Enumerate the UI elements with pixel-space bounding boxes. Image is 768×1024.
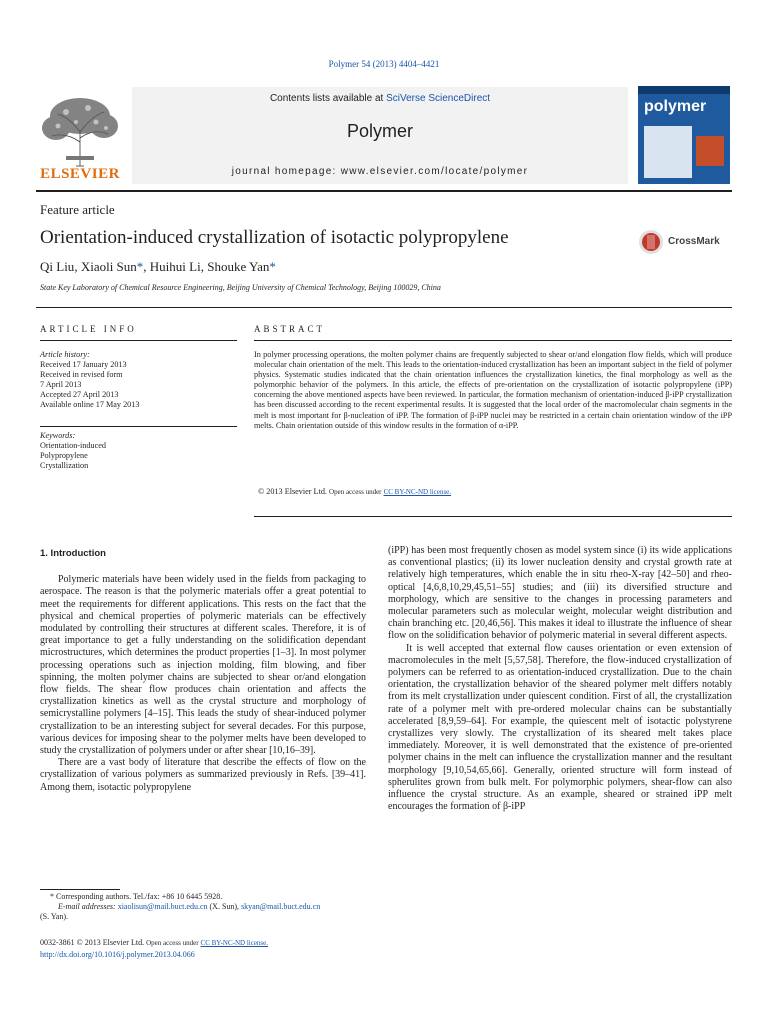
body-column-left (40, 548, 366, 794)
crossmark-icon (638, 229, 664, 255)
keyword: Orientation-induced (40, 441, 106, 450)
title-divider (36, 307, 732, 308)
email-label: E-mail addresses: (58, 902, 116, 911)
keyword: Polypropylene (40, 451, 88, 460)
keywords-divider (40, 426, 237, 427)
journal-name: Polymer (346, 121, 413, 141)
license-link[interactable]: CC BY-NC-ND license. (200, 939, 269, 947)
abstract-copyright (258, 487, 451, 496)
paragraph: Polymeric materials have been widely used in the fields from packaging to aerospace. The reason is that the polymeric materials offer a great potential to meet the requirements for different applications. This rests on the fact that the physical and chemical properties of polymeric materials can be effectively modulated by controlling their structures at different scales. Therefore, it is of great importance to get a fully understanding on the solidification dependant microstructures, which determines the product properties [1–3]. In most polymer processing operations such as injection molding, film blowing, and fiber spinning, the molten polymer chains are subjected to shear or/and elongation flow fields. The shear flow produces chain orientation and affects the crystallization kinetics as well as the crystal structure and morphology of semicrystalline polymers [4–15]. This leads the study of shear-induced polymer crystallization to be an interesting subject for several decades. For this purpose, various devices for imposing shear to the polymer melts have been developed to study the crystallization of polymers under or after shear [10,16–39]. (40, 574, 366, 757)
email-owner: (S. Yan). (40, 912, 69, 921)
footnote (40, 892, 370, 922)
info-divider (40, 340, 237, 341)
sciencedirect-link[interactable]: SciVerse ScienceDirect (386, 93, 491, 104)
email-link[interactable]: skyan@mail.buct.edu.cn (241, 902, 321, 911)
history-item: Available online 17 May 2013 (40, 399, 140, 409)
copyright-text: © 2013 Elsevier Ltd. (258, 487, 327, 496)
keywords (40, 431, 236, 471)
cover-image-icon (696, 136, 724, 166)
author-name[interactable]: Xiaoli Sun (80, 259, 137, 274)
paragraph: It is well accepted that external flow causes orientation or even extension of macromolecules in the melt [5,57,58]. Therefore, the flow-induced crystallization of polymers can be referred to as orientation-induced crystallization. Due to the chain orientation, the crystallization behavior of the sheared polymer melt differs notably from its melt crystallization under quiescent condition. First of all, the crystallization rate of a polymer melt with pre-ordered molecular chains can be substantially accelerated [8,9,59–64]. For example, the quiescent melt of isotactic polystyrene crystallizes very slowly. The crystallization of its sheared melt takes place immediately. Moreover, it is well demonstrated that the existence of pre-oriented polymer chains in the melt can influence the crystallization manner and the resultant morphology [9,10,54,65,66]. Generally, oriented structure will form instead of spherulites grown from bulk melt. For polymorphic polymers, shear-flow can also influence the crystal structure. As an example, sheared or strained iPP melt encourages the formation of β-iPP (388, 642, 732, 813)
abstract-bottom-divider (254, 516, 732, 517)
article-type: Feature article (40, 202, 115, 217)
open-access-text: Open access under (146, 939, 199, 947)
abstract-divider (254, 340, 732, 341)
article-info-heading: ARTICLE INFO (40, 324, 137, 334)
page-footer (40, 937, 268, 961)
paragraph: (iPP) has been most frequently chosen as model system since (i) its wide applications as conventional plastics; (ii) its lower nucleation density and crystal growth rate at relatively high temperatures, which enable the in situ rheo-X-ray [42–50] and rheo-optical [4,6,8,10,29,45,51–55] studies; and (iii) its diversified structure and morphology, which are sensitive to the changes in processing parameters and molecular parameters such as molecular weight, molecular weight distribution and chain branching etc. [20,46,56]. This makes it ideal to illustrate the influence of shear flow on the solidification behavior of polymeric material in several different aspects. (388, 545, 732, 642)
contents-prefix: Contents lists available at (269, 93, 387, 104)
author-name[interactable]: Qi Liu (40, 259, 75, 274)
history-item: Received in revised form (40, 369, 123, 379)
history-item: 7 April 2013 (40, 379, 82, 389)
cover-title: polymer (644, 98, 707, 115)
section-heading: 1. Introduction (40, 548, 106, 559)
issn-copyright: 0032-3861 © 2013 Elsevier Ltd. (40, 938, 145, 947)
corresponding-author-note: * Corresponding authors. Tel./fax: +86 10 6445 5928. (50, 892, 223, 901)
keywords-label: Keywords: (40, 431, 76, 440)
footnote-divider (40, 889, 120, 890)
body-column-right (388, 545, 732, 813)
history-item: Received 17 January 2013 (40, 359, 127, 369)
crossmark-label[interactable]: CrossMark (668, 236, 720, 247)
email-owner: (X. Sun), (209, 902, 240, 911)
cover-top-bar (638, 86, 730, 94)
publisher-name: ELSEVIER (40, 166, 120, 182)
author-name[interactable]: Huihui Li (149, 259, 201, 274)
open-access-text: Open access under (329, 488, 382, 496)
paragraph: There are a vast body of literature that describe the effects of flow on the crystallization of various polymers as summarized previously in Refs. [39–41]. Among them, isotactic polypropylene (40, 757, 366, 793)
journal-homepage[interactable]: journal homepage: www.elsevier.com/locate/polymer (231, 166, 529, 177)
author-name[interactable]: Shouke Yan (207, 259, 270, 274)
keyword: Crystallization (40, 461, 89, 470)
abstract-heading: ABSTRACT (254, 324, 326, 334)
journal-cover (638, 86, 730, 184)
contents-line (132, 93, 628, 104)
author-list: Qi Liu, Xiaoli Sun*, Huihui Li, Shouke Yan* (40, 259, 276, 274)
cover-image-icon (644, 126, 692, 178)
license-link[interactable]: CC BY-NC-ND license. (383, 488, 452, 496)
abstract-text: In polymer processing operations, the molten polymer chains are frequently subjected to shear or/and elongation flow fields, which will produce molecular chain orientation of the melt. This leads to the orientation-induced crystallization has been an important subject in the field of polymer physics. Systematic studies indicated that the chain orientation influences the crystallization kinetics, the final morphology as well as the polymorphic behavior of the polymers. In this article, the effects of pre-orientation on the crystallization of isotactic polypropylene (iPP) concerning the above mentioned aspects have been reviewed. In particular, the formation mechanism of orientation-induced β-iPP crystallization has been discussed according to the recent experimental results. It is suggested that the local order of the macromolecular chain segments in the melt is most important for β-nucleation of iPP. The formation of β-iPP nuclei may be restricted in a certain chain orientation window of the iPP melts. Chain orientation outside of this window results in the formation of α-iPP. (254, 350, 732, 430)
affiliation: State Key Laboratory of Chemical Resource Engineering, Beijing University of Chemical Technology, Beijing 100029, China (40, 283, 441, 292)
history-item: Accepted 27 April 2013 (40, 389, 119, 399)
history-label: Article history: (40, 350, 90, 359)
doi-link[interactable]: http://dx.doi.org/10.1016/j.polymer.2013.04.066 (40, 950, 195, 959)
email-link[interactable]: xiaolisun@mail.buct.edu.cn (117, 902, 208, 911)
header-divider (36, 190, 732, 192)
journal-citation[interactable]: Polymer 54 (2013) 4404–4421 (328, 59, 440, 69)
article-history (40, 350, 236, 409)
article-title: Orientation-induced crystallization of isotactic polypropylene (40, 227, 509, 248)
tree-logo-icon (36, 92, 124, 168)
